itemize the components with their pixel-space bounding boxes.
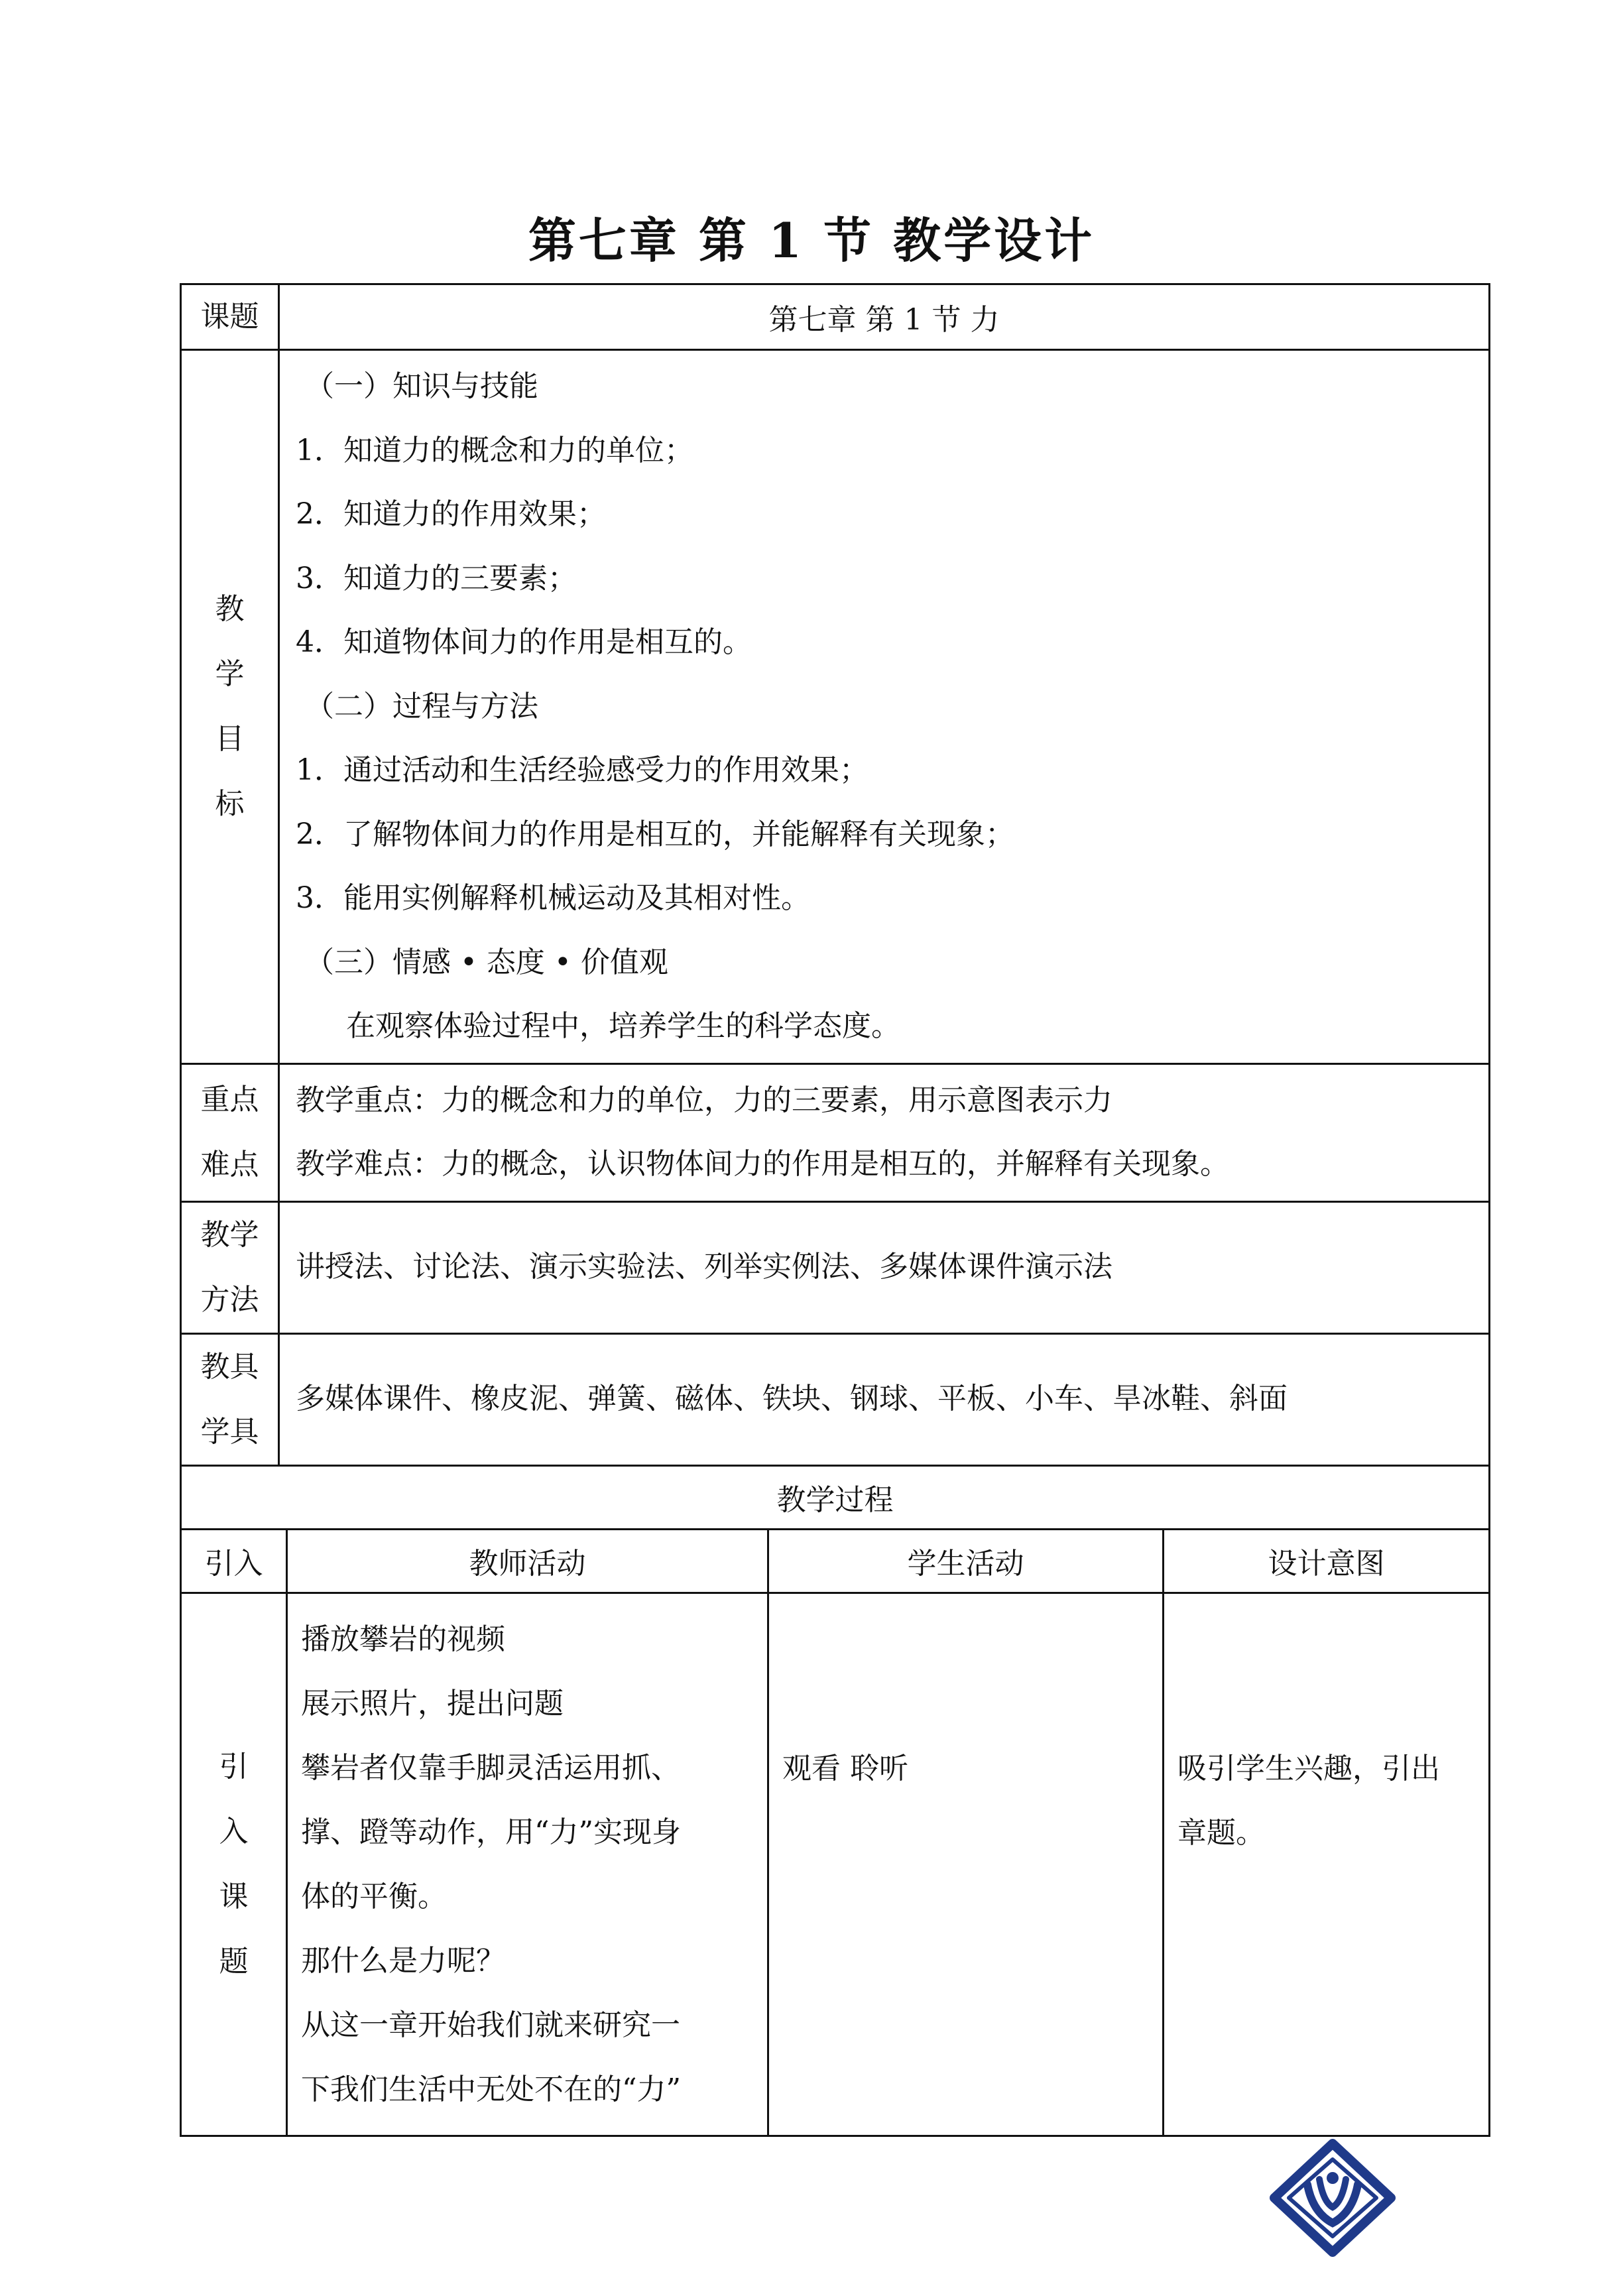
column-student: 学生活动	[768, 1529, 1164, 1593]
process-header: 教学过程	[181, 1465, 1490, 1529]
intro-label-char: 引	[219, 1749, 249, 1783]
goals-label	[181, 350, 279, 1064]
key-point: 教学重点：力的概念和力的单位，力的三要素，用示意图表示力	[296, 1083, 1112, 1117]
intro-label-char: 课	[219, 1879, 249, 1913]
lesson-plan-table	[180, 283, 1490, 2137]
goals-label-char: 学	[215, 656, 245, 691]
tools-label	[181, 1333, 279, 1465]
school-logo-icon	[1266, 2138, 1399, 2258]
teacher-activity	[287, 1593, 768, 2136]
goal-heading: （二）过程与方法	[305, 689, 538, 723]
key-points-row	[181, 1063, 1490, 1201]
goal-item: 1．知道力的概念和力的单位；	[296, 433, 693, 467]
teacher-line: 下我们生活中无处不在的“力”	[301, 2072, 681, 2106]
process-header-row	[181, 1465, 1490, 1529]
method-value: 讲授法、讨论法、演示实验法、列举实例法、多媒体课件演示法	[279, 1201, 1490, 1333]
goal-heading: （三）情感 • 态度 • 价值观	[305, 945, 668, 979]
intro-row	[181, 1593, 1490, 2136]
student-activity	[768, 1593, 1164, 2136]
goal-heading: （一）知识与技能	[305, 369, 538, 403]
intent-line: 章题。	[1177, 1815, 1265, 1850]
column-teacher: 教师活动	[287, 1529, 768, 1593]
goal-item: 1．通过活动和生活经验感受力的作用效果；	[296, 753, 869, 787]
intro-label-char: 题	[219, 1944, 249, 1978]
student-line: 观看 聆听	[782, 1751, 908, 1785]
process-columns-row	[181, 1529, 1490, 1593]
teacher-line: 撑、蹬等动作，用“力”实现身	[301, 1815, 681, 1849]
teacher-line: 从这一章开始我们就来研究一	[301, 2008, 680, 2042]
goal-item: 2．了解物体间力的作用是相互的，并能解释有关现象；	[296, 817, 1014, 851]
teacher-line: 展示照片，提出问题	[301, 1686, 564, 1721]
tools-label-line: 学具	[200, 1414, 259, 1449]
goals-content	[279, 350, 1490, 1064]
tools-value: 多媒体课件、橡皮泥、弹簧、磁体、铁块、钢球、平板、小车、旱冰鞋、斜面	[279, 1333, 1490, 1465]
document-title: 第七章 第 1 节 教学设计	[528, 212, 1095, 269]
teacher-line: 播放攀岩的视频	[301, 1622, 505, 1656]
goal-item: 2．知道力的作用效果；	[296, 497, 606, 531]
topic-row	[181, 284, 1490, 350]
tools-label-line: 教具	[200, 1349, 259, 1384]
goal-item: 4．知道物体间力的作用是相互的。	[296, 625, 752, 659]
teacher-line: 体的平衡。	[301, 1879, 447, 1913]
method-label-line: 方法	[200, 1282, 259, 1317]
goals-row	[181, 350, 1490, 1064]
goal-item: 在观察体验过程中，培养学生的科学态度。	[346, 1009, 900, 1043]
tools-row	[181, 1333, 1490, 1465]
method-label	[181, 1201, 279, 1333]
intro-label	[181, 1593, 287, 2136]
method-label-line: 教学	[200, 1217, 259, 1252]
goals-label-char: 教	[215, 591, 245, 626]
intent-line: 吸引学生兴趣，引出	[1177, 1751, 1440, 1785]
goals-label-char: 目	[215, 721, 245, 756]
design-intent	[1164, 1593, 1490, 2136]
difficult-point: 教学难点：力的概念，认识物体间力的作用是相互的，并解释有关现象。	[296, 1147, 1229, 1181]
intro-label-char: 入	[219, 1814, 249, 1848]
method-row	[181, 1201, 1490, 1333]
key-points-label	[181, 1063, 279, 1201]
key-label-line: 难点	[200, 1148, 259, 1181]
key-points-content	[279, 1063, 1490, 1201]
column-intro: 引入	[181, 1529, 287, 1593]
goal-item: 3．知道力的三要素；	[296, 561, 577, 595]
topic-value: 第七章 第 1 节 力	[279, 284, 1490, 350]
teacher-line: 攀岩者仅靠手脚灵活运用抓、	[301, 1750, 680, 1785]
goals-label-char: 标	[215, 786, 245, 821]
key-label-line: 重点	[200, 1083, 259, 1117]
topic-label: 课题	[181, 284, 279, 350]
goal-item: 3．能用实例解释机械运动及其相对性。	[296, 881, 810, 915]
teacher-line: 那什么是力呢？	[301, 1943, 505, 1978]
column-intent: 设计意图	[1164, 1529, 1490, 1593]
